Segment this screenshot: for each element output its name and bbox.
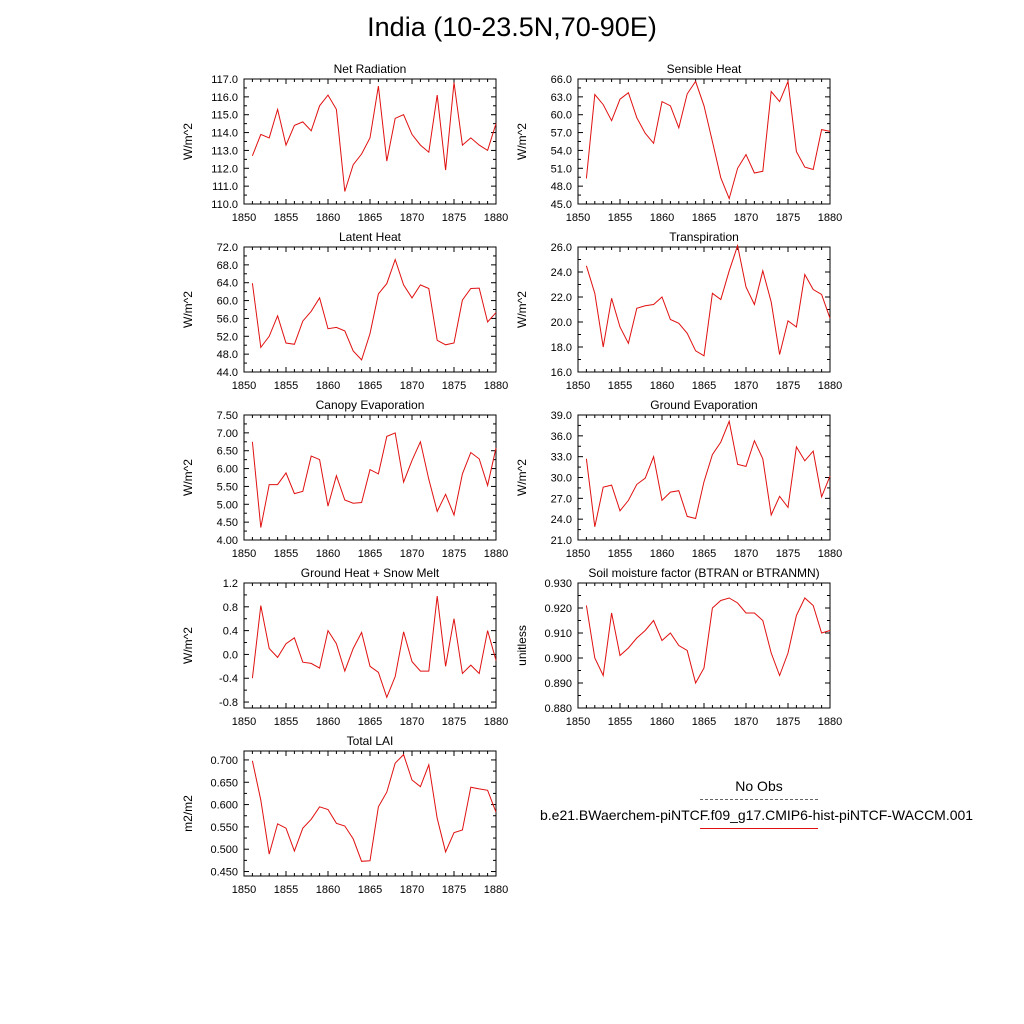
chart-panel-5 — [181, 398, 508, 560]
chart-panel-7 — [181, 566, 508, 728]
x-tick-label: 1870 — [399, 212, 425, 224]
legend-obs-label: No Obs — [735, 778, 783, 794]
y-tick-label: 72.0 — [216, 242, 238, 254]
panel-title: Soil moisture factor (BTRAN or BTRANMN) — [588, 566, 820, 580]
y-tick-label: 57.0 — [550, 127, 572, 140]
chart-panel-3 — [181, 230, 508, 392]
y-tick-label: 0.700 — [210, 754, 238, 767]
plot-frame — [244, 751, 496, 876]
x-tick-label: 1870 — [399, 548, 425, 560]
x-tick-label: 1860 — [315, 716, 341, 728]
y-tick-label: 39.0 — [550, 410, 572, 422]
x-tick-label: 1880 — [817, 548, 843, 560]
y-tick-label: 0.550 — [210, 821, 238, 834]
y-tick-label: 0.500 — [210, 844, 238, 857]
y-tick-label: 4.00 — [216, 535, 238, 547]
y-tick-label: 20.0 — [550, 317, 572, 329]
y-tick-label: 113.0 — [211, 145, 238, 158]
y-tick-label: 51.0 — [550, 163, 572, 176]
x-tick-label: 1875 — [775, 548, 801, 560]
y-axis-label: W/m^2 — [515, 123, 529, 160]
x-tick-label: 1870 — [399, 884, 425, 896]
y-tick-label: 116.0 — [211, 91, 238, 104]
x-tick-label: 1880 — [483, 716, 509, 728]
y-tick-label: 60.0 — [550, 109, 572, 122]
series-line — [252, 260, 496, 360]
x-tick-label: 1855 — [273, 884, 299, 896]
series-line — [586, 81, 830, 198]
chart-panel-9 — [181, 734, 508, 896]
x-tick-label: 1865 — [357, 716, 383, 728]
series-line — [252, 433, 496, 528]
y-tick-label: 111.0 — [212, 181, 238, 194]
x-tick-label: 1875 — [441, 380, 467, 392]
panel-title: Net Radiation — [333, 62, 407, 76]
chart-panel-6 — [515, 398, 842, 560]
y-tick-label: 44.0 — [216, 367, 238, 379]
x-tick-label: 1880 — [483, 548, 509, 560]
y-tick-label: 110.0 — [211, 199, 238, 211]
y-tick-label: 21.0 — [550, 535, 572, 547]
x-tick-label: 1855 — [273, 212, 299, 224]
x-tick-label: 1855 — [607, 212, 633, 224]
y-tick-label: 36.0 — [550, 430, 572, 443]
y-tick-label: 0.910 — [544, 628, 572, 640]
y-tick-label: -0.4 — [219, 673, 238, 686]
y-tick-label: 16.0 — [550, 367, 572, 379]
y-tick-label: -0.8 — [219, 697, 238, 710]
x-tick-label: 1865 — [691, 212, 717, 224]
y-tick-label: 24.0 — [550, 267, 572, 279]
series-line — [586, 421, 830, 527]
x-tick-label: 1860 — [649, 716, 675, 728]
y-tick-label: 0.880 — [544, 703, 572, 715]
panel-title: Ground Evaporation — [650, 398, 758, 412]
y-axis-label: W/m^2 — [181, 123, 195, 160]
series-line — [586, 246, 830, 356]
x-tick-label: 1850 — [231, 548, 257, 560]
y-tick-label: 1.2 — [222, 578, 238, 590]
y-axis-label: W/m^2 — [181, 291, 195, 328]
y-tick-label: 45.0 — [550, 199, 572, 211]
chart-panel-2 — [515, 62, 842, 224]
y-tick-label: 24.0 — [550, 514, 572, 527]
x-tick-label: 1855 — [273, 380, 299, 392]
x-tick-label: 1860 — [315, 884, 341, 896]
x-tick-label: 1880 — [817, 212, 843, 224]
panel-title: Sensible Heat — [666, 62, 742, 76]
y-tick-label: 54.0 — [550, 145, 572, 158]
y-tick-label: 0.890 — [544, 678, 572, 690]
figure-title: India (10-23.5N,70-90E) — [367, 12, 657, 42]
x-tick-label: 1850 — [565, 212, 591, 224]
legend-obs-line — [700, 799, 818, 800]
plot-frame — [578, 79, 830, 204]
y-axis-label: W/m^2 — [181, 627, 195, 664]
x-tick-label: 1870 — [399, 380, 425, 392]
y-tick-label: 6.00 — [216, 463, 238, 476]
x-tick-label: 1860 — [315, 548, 341, 560]
y-axis-label: W/m^2 — [515, 459, 529, 496]
x-tick-label: 1850 — [565, 716, 591, 728]
y-tick-label: 22.0 — [550, 292, 572, 304]
y-axis-label: W/m^2 — [181, 459, 195, 496]
y-tick-label: 52.0 — [216, 331, 238, 344]
series-line — [252, 755, 496, 862]
y-tick-label: 112.0 — [211, 163, 238, 176]
y-tick-label: 7.50 — [216, 410, 238, 422]
y-tick-label: 0.930 — [544, 578, 572, 590]
x-tick-label: 1860 — [649, 548, 675, 560]
x-tick-label: 1855 — [273, 716, 299, 728]
y-tick-label: 115.0 — [211, 109, 238, 122]
x-tick-label: 1850 — [231, 380, 257, 392]
x-tick-label: 1865 — [691, 548, 717, 560]
x-tick-label: 1860 — [315, 212, 341, 224]
x-tick-label: 1850 — [231, 716, 257, 728]
y-tick-label: 0.0 — [222, 649, 238, 662]
x-tick-label: 1875 — [775, 212, 801, 224]
y-tick-label: 18.0 — [550, 342, 572, 354]
y-tick-label: 6.50 — [216, 445, 238, 458]
legend-case-line — [700, 828, 818, 829]
x-tick-label: 1875 — [441, 884, 467, 896]
x-tick-label: 1855 — [607, 716, 633, 728]
chart-panel-1 — [181, 62, 508, 224]
y-tick-label: 5.50 — [216, 481, 238, 494]
x-tick-label: 1870 — [733, 212, 759, 224]
legend-case-label: b.e21.BWaerchem-piNTCF.f09_g17.CMIP6-hist-piNTCF-WACCM.001 — [540, 807, 974, 823]
panel-title: Latent Heat — [338, 230, 402, 244]
x-tick-label: 1875 — [441, 716, 467, 728]
x-tick-label: 1860 — [315, 380, 341, 392]
y-tick-label: 0.650 — [210, 777, 238, 790]
x-tick-label: 1865 — [357, 380, 383, 392]
x-tick-label: 1865 — [357, 212, 383, 224]
panel-title: Total LAI — [346, 734, 394, 748]
x-tick-label: 1875 — [775, 716, 801, 728]
y-tick-label: 48.0 — [216, 349, 238, 362]
x-tick-label: 1855 — [607, 548, 633, 560]
x-tick-label: 1860 — [649, 212, 675, 224]
x-tick-label: 1865 — [357, 884, 383, 896]
y-tick-label: 114.0 — [211, 127, 238, 140]
x-tick-label: 1870 — [733, 716, 759, 728]
x-tick-label: 1850 — [231, 212, 257, 224]
y-tick-label: 0.450 — [210, 866, 238, 879]
x-tick-label: 1865 — [691, 380, 717, 392]
series-line — [252, 83, 496, 192]
x-tick-label: 1850 — [231, 884, 257, 896]
plot-frame — [244, 79, 496, 204]
y-tick-label: 63.0 — [550, 91, 572, 104]
series-line — [586, 598, 830, 683]
y-tick-label: 48.0 — [550, 181, 572, 194]
x-tick-label: 1865 — [357, 548, 383, 560]
y-tick-label: 60.0 — [216, 295, 238, 308]
y-tick-label: 33.0 — [550, 451, 572, 464]
y-tick-label: 68.0 — [216, 259, 238, 272]
plot-frame — [244, 247, 496, 372]
y-tick-label: 0.8 — [222, 601, 238, 614]
x-tick-label: 1875 — [441, 212, 467, 224]
x-tick-label: 1855 — [607, 380, 633, 392]
y-tick-label: 0.4 — [222, 625, 238, 638]
y-tick-label: 0.600 — [210, 799, 238, 812]
chart-panel-8 — [515, 566, 842, 728]
x-tick-label: 1880 — [483, 212, 509, 224]
x-tick-label: 1880 — [483, 884, 509, 896]
x-tick-label: 1850 — [565, 380, 591, 392]
x-tick-label: 1880 — [817, 716, 843, 728]
x-tick-label: 1880 — [483, 380, 509, 392]
x-tick-label: 1880 — [817, 380, 843, 392]
panel-title: Ground Heat + Snow Melt — [300, 566, 440, 580]
y-tick-label: 64.0 — [216, 277, 238, 290]
y-tick-label: 5.00 — [216, 499, 238, 512]
y-tick-label: 0.920 — [544, 603, 572, 615]
y-tick-label: 30.0 — [550, 472, 572, 485]
x-tick-label: 1860 — [649, 380, 675, 392]
panel-title: Canopy Evaporation — [315, 398, 425, 412]
x-tick-label: 1850 — [565, 548, 591, 560]
x-tick-label: 1875 — [775, 380, 801, 392]
chart-panel-4 — [515, 230, 842, 392]
y-tick-label: 4.50 — [216, 517, 238, 530]
y-tick-label: 7.00 — [216, 427, 238, 440]
x-tick-label: 1855 — [273, 548, 299, 560]
y-axis-label: m2/m2 — [181, 795, 195, 832]
y-axis-label: W/m^2 — [515, 291, 529, 328]
x-tick-label: 1870 — [733, 548, 759, 560]
y-tick-label: 66.0 — [550, 74, 572, 86]
y-tick-label: 0.900 — [544, 653, 572, 665]
panel-title: Transpiration — [669, 230, 739, 244]
x-tick-label: 1865 — [691, 716, 717, 728]
x-tick-label: 1875 — [441, 548, 467, 560]
plot-frame — [578, 583, 830, 708]
x-tick-label: 1870 — [399, 716, 425, 728]
x-tick-label: 1870 — [733, 380, 759, 392]
y-tick-label: 117.0 — [211, 74, 238, 86]
plot-frame — [244, 415, 496, 540]
y-axis-label: unitless — [515, 625, 529, 666]
series-line — [252, 596, 496, 697]
y-tick-label: 26.0 — [550, 242, 572, 254]
y-tick-label: 27.0 — [550, 493, 572, 506]
y-tick-label: 56.0 — [216, 313, 238, 326]
